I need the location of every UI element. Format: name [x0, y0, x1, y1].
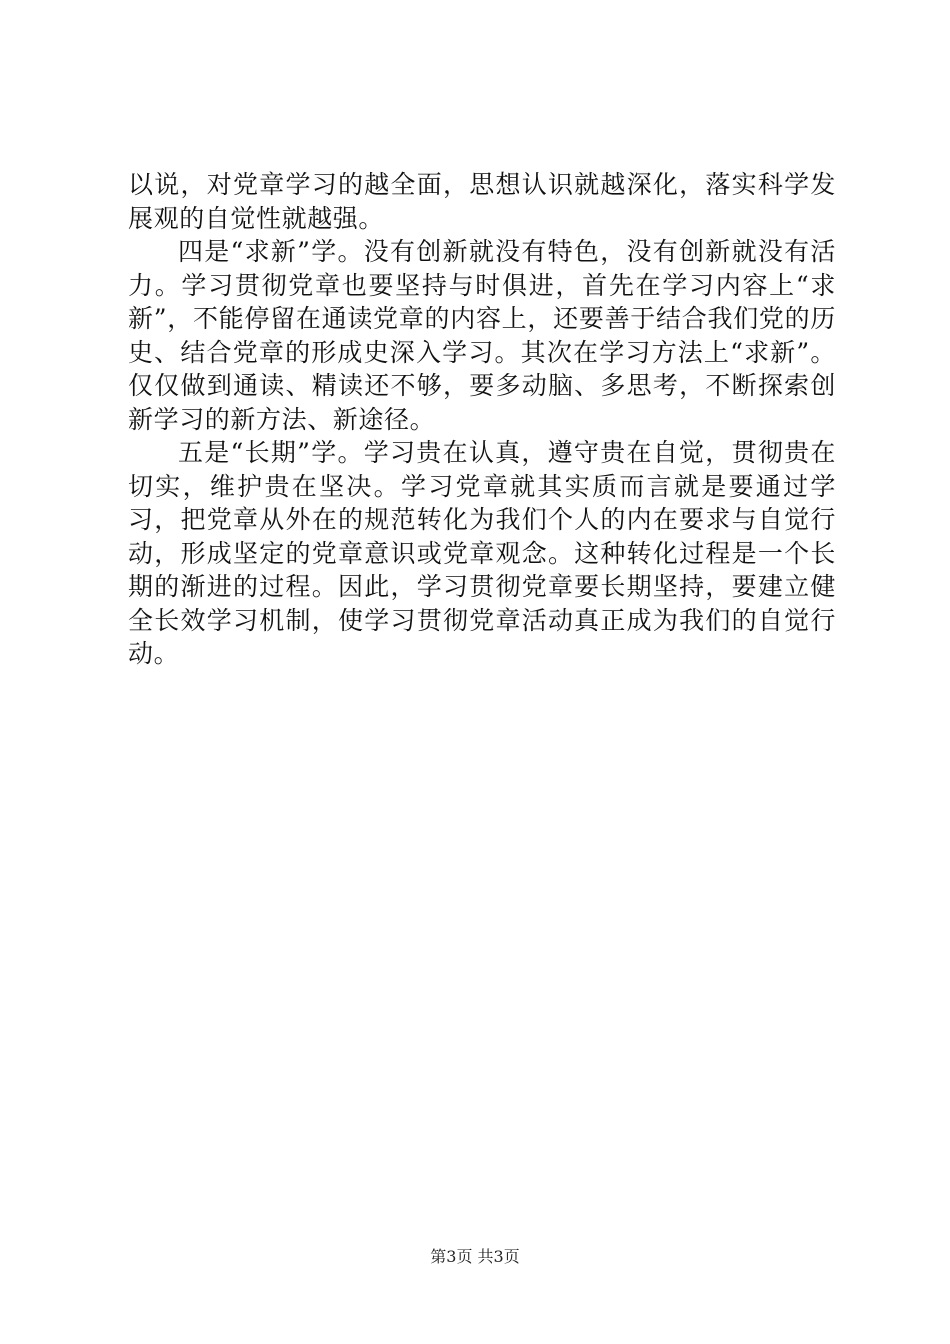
document-body [128, 168, 836, 671]
paragraph-five-long-term: 五是“长期”学。学习贵在认真，遵守贵在自觉，贯彻贵在切实，维护贵在坚决。学习党章就其实质而言就是要通过学习，把党章从外在的规范转化为我们个人的内在要求与自觉行动，形成坚定的党章意识或党章观念。这种转化过程是一个长期的渐进的过程。因此，学习贯彻党章要长期坚持，要建立健全长效学习机制，使学习贯彻党章活动真正成为我们的自觉行动。 [128, 438, 836, 668]
paragraph-continuation: 以说，对党章学习的越全面，思想认识就越深化，落实科学发展观的自觉性就越强。 [128, 170, 836, 233]
paragraph-four-innovation: 四是“求新”学。没有创新就没有特色，没有创新就没有活力。学习贯彻党章也要坚持与时俱进，首先在学习内容上“求新”，不能停留在通读党章的内容上，还要善于结合我们党的历史、结合党章的形成史深入学习。其次在学习方法上“求新”。仅仅做到通读、精读还不够，要多动脑、多思考，不断探索创新学习的新方法、新途径。 [128, 237, 836, 434]
page-number-footer: 第3页 共3页 [430, 1247, 520, 1266]
